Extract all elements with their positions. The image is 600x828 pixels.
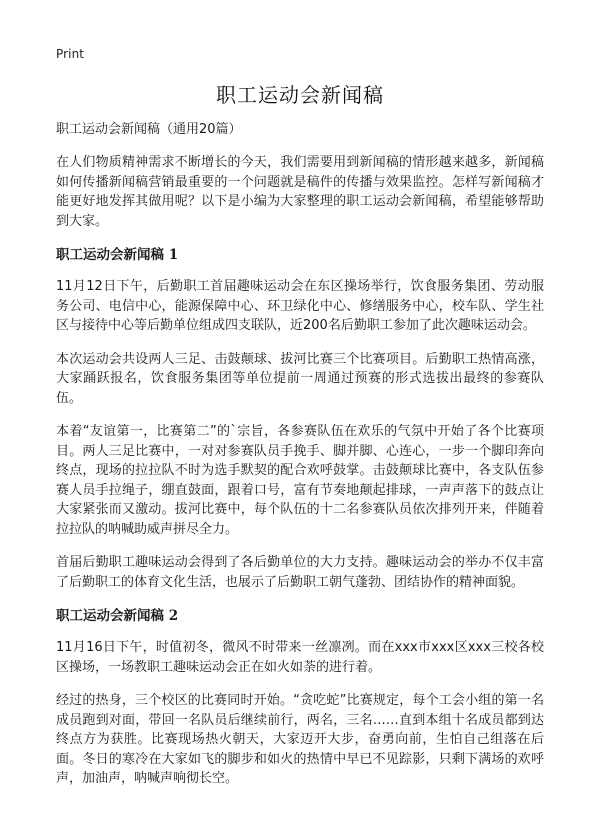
section-1-paragraph-4: 首届后勤职工趣味运动会得到了各后勤单位的大力支持。趣味运动会的举办不仅丰富了后勤职工的体育文化生活，也展示了后勤职工朝气蓬勃、团结协作的精神面貌。 <box>56 555 544 590</box>
section-2-paragraph-2: 经过的热身，三个校区的比赛同时开始。“贪吃蛇”比赛规定，每个工会小组的第一名成员跑到对面，带回一名队员后继续前行，两名，三名……直到本组十名成员都到达终点方为获胜。比赛现场热火朝天，大家迈开大步，奋勇向前，生怕自己组落在后面。冬日的寒冷在大家如飞的脚步和如火的热情中早已不见踪影，只剩下满场的欢呼声，加油声，呐喊声响彻长空。 <box>56 693 544 786</box>
print-label[interactable]: Print <box>56 47 85 61</box>
document-subtitle: 职工运动会新闻稿（通用20篇） <box>56 122 242 137</box>
page-title: 职工运动会新闻稿 <box>216 83 384 107</box>
section-heading-2: 职工运动会新闻稿 2 <box>56 608 179 624</box>
section-1-paragraph-2: 本次运动会共设两人三足、击鼓颠球、拔河比赛三个比赛项目。后勤职工热情高涨，大家踊跃报名，饮食服务集团等单位提前一周通过预赛的形式选拔出最终的参赛队伍。 <box>56 351 544 406</box>
section-1-paragraph-3: 本着“友谊第一，比赛第二”的`宗旨，各参赛队伍在欢乐的气氛中开始了各个比赛项目。两人三足比赛中，一对对参赛队员手挽手、脚并脚、心连心，一步一个脚印奔向终点，现场的拉拉队不时为选手默契的配合欢呼鼓掌。击鼓颠球比赛中，各支队伍参赛人员手拉绳子，绷直鼓面，跟着口号，富有节奏地颠起排球，一声声落下的鼓点让大家紧张而又激动。拔河比赛中，每个队伍的十二名参赛队员依次排列开来，伴随着拉拉队的呐喊助威声拼尽全力。 <box>56 424 544 537</box>
section-heading-1: 职工运动会新闻稿 1 <box>56 247 179 263</box>
document-body <box>56 120 544 803</box>
section-1-paragraph-1: 11月12日下午，后勤职工首届趣味运动会在东区操场举行，饮食服务集团、劳动服务公司、电信中心，能源保障中心、环卫绿化中心、修缮服务中心，校车队、学生社区与接待中心等后勤单位组成四支联队，近200名后勤职工参加了此次趣味运动会。 <box>56 279 544 333</box>
intro-paragraph: 在人们物质精神需求不断增长的今天，我们需要用到新闻稿的情形越来越多，新闻稿如何传播新闻稿营销最重要的一个问题就是稿件的传播与效果监控。怎样写新闻稿才能更好地发挥其做用呢？以下是小编为大家整理的职工运动会新闻稿，希望能够帮助到大家。 <box>56 155 544 229</box>
section-2-paragraph-1: 11月16日下午，时值初冬，微风不时带来一丝凛冽。而在xxx市xxx区xxx三校各校区操场，一场教职工趣味运动会正在如火如荼的进行着。 <box>56 640 544 675</box>
